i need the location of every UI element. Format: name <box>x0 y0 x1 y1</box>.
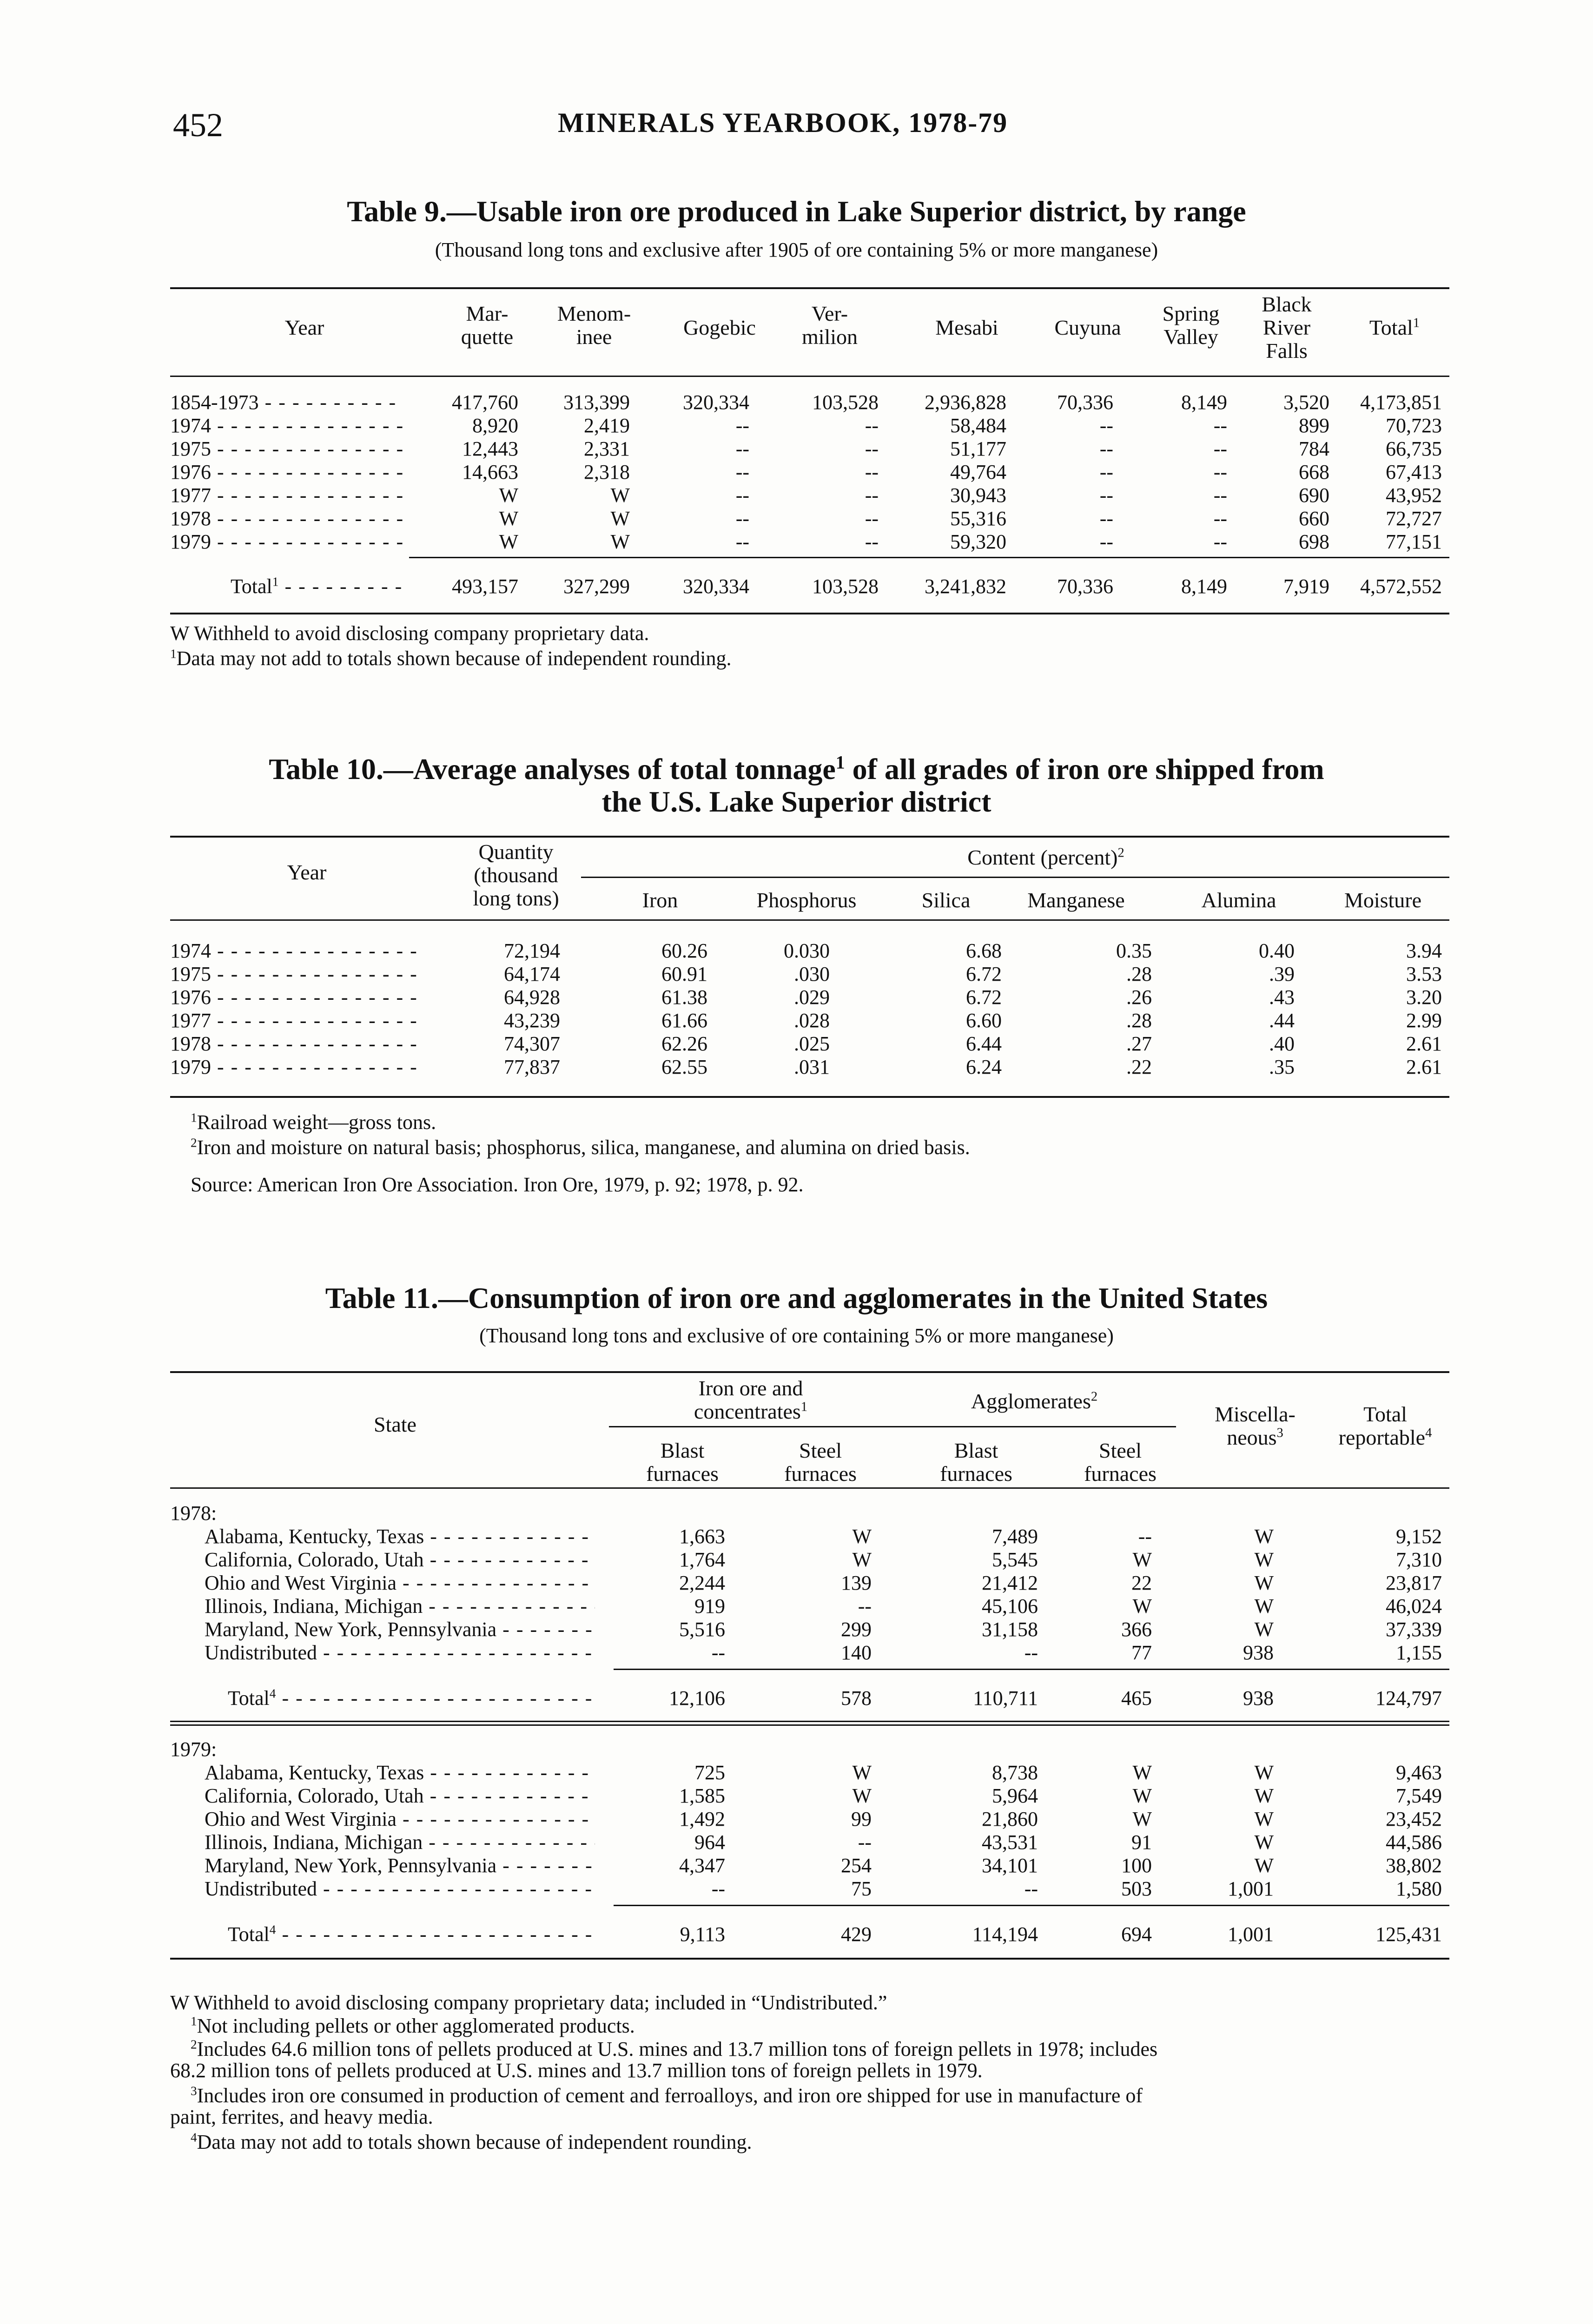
table-9-col-header: Year <box>284 316 324 339</box>
table-10-cell: 64,174 <box>504 963 560 985</box>
table-11-cell: 7,549 <box>1396 1784 1442 1807</box>
table-9-cell: 70,336 <box>1057 391 1113 414</box>
table-9-col-header: Black River Falls <box>1262 292 1312 363</box>
table-10-cell: .28 <box>1126 1009 1152 1032</box>
table-11-cell: 77 <box>1131 1641 1152 1664</box>
table-9-cell: 77,151 <box>1386 530 1442 553</box>
table-11-total-label: Total$^4$ - - - <box>228 1687 600 1710</box>
table-9-cell: 43,952 <box>1386 484 1442 507</box>
table-9-cell: 67,413 <box>1386 461 1442 483</box>
table-11-note-1: $^1$Not including pellets or other agglomerated products. <box>191 2014 635 2037</box>
table-11-cell: 38,802 <box>1386 1854 1442 1877</box>
table-11-note-2: $^2$Includes 64.6 million tons of pellets produced at U.S. mines and 13.7 million tons of foreign pellets in 1978; includes <box>191 2037 1158 2060</box>
table-11-cell: W <box>1254 1525 1274 1548</box>
table-11-note-3-cont: paint, ferrites, and heavy media. <box>170 2106 433 2128</box>
table-11-sub-col: Blast furnaces <box>646 1439 719 1486</box>
table-9-cell: -- <box>865 414 879 437</box>
table-11-cell: 91 <box>1131 1831 1152 1854</box>
table-11-total-cell: 114,194 <box>972 1923 1038 1946</box>
table-11-note-4: $^4$Data may not add to totals shown because of independent rounding. <box>191 2130 752 2153</box>
table-9-cell: W <box>499 484 518 507</box>
table-10-header-rule <box>170 919 1449 921</box>
table-9-cell: 55,316 <box>950 507 1006 530</box>
table-11-total-cell: 125,431 <box>1375 1923 1442 1946</box>
table-10-cell: 6.60 <box>966 1009 1002 1032</box>
table-11-note-w: W Withheld to avoid disclosing company proprietary data; included in “Undistributed.” <box>170 1991 887 2014</box>
table-9-cell: -- <box>1213 530 1227 553</box>
table-10-cell: 6.72 <box>966 986 1002 1009</box>
table-9-year-cell: 1979 - - - <box>170 531 403 553</box>
table-10-content-col: Iron <box>642 888 678 912</box>
table-11-cell: 99 <box>851 1808 872 1830</box>
table-11-subtitle: (Thousand long tons and exclusive of ore containing 5% or more manganese) <box>479 1324 1114 1347</box>
table-9-bottom-rule <box>170 613 1449 614</box>
table-11-cell: 139 <box>841 1571 872 1594</box>
table-10-cell: .28 <box>1126 963 1152 985</box>
table-11-cell: W <box>1254 1784 1274 1807</box>
table-9-col-header: Gogebic <box>683 316 756 339</box>
table-9-note-1: $^1$Data may not add to totals shown because of independent rounding. <box>170 647 732 670</box>
table-11-state-cell: Alabama, Kentucky, Texas - - - <box>205 1762 595 1784</box>
table-11-cell: W <box>1254 1808 1274 1830</box>
table-11-cell: 37,339 <box>1386 1618 1442 1641</box>
table-9-year-cell: 1974 - - - <box>170 415 403 437</box>
table-9-cell: 690 <box>1299 484 1329 507</box>
table-10-col-year: Year <box>287 860 327 884</box>
table-9-cell: -- <box>865 530 879 553</box>
table-11-cell: 1,663 <box>679 1525 725 1548</box>
table-9-cell: 12,443 <box>462 437 518 460</box>
table-10-cell: 0.40 <box>1259 939 1295 962</box>
table-11-cell: -- <box>858 1595 872 1618</box>
table-9-cell: 2,419 <box>584 414 630 437</box>
table-11-top-rule <box>170 1371 1449 1373</box>
table-11-cell: W <box>1132 1784 1152 1807</box>
running-title: MINERALS YEARBOOK, 1978-79 <box>558 107 1008 138</box>
table-11-cell: 299 <box>841 1618 872 1641</box>
table-9-cell: 668 <box>1299 461 1329 483</box>
table-11-cell: 1,001 <box>1228 1877 1274 1900</box>
table-9-cell: 660 <box>1299 507 1329 530</box>
table-10-cell: 60.91 <box>661 963 707 985</box>
table-9-cell: -- <box>1099 507 1113 530</box>
table-9-year-cell: 1975 - - - <box>170 438 403 460</box>
table-11-group1-rule <box>609 1426 892 1427</box>
table-9-top-rule <box>170 287 1449 289</box>
table-10-bottom-rule <box>170 1096 1449 1098</box>
table-10-col-quantity: Quantity (thousand long tons) <box>473 840 559 910</box>
table-11-total-cell: 110,711 <box>973 1687 1038 1710</box>
table-9-cell: 2,318 <box>584 461 630 483</box>
table-11-cell: 43,531 <box>982 1831 1038 1854</box>
table-10-cell: 77,837 <box>504 1056 560 1078</box>
table-11-note-3: $^3$Includes iron ore consumed in production of cement and ferroalloys, and iron ore shipped for use in manufacture of <box>191 2084 1143 2107</box>
table-9-cell: -- <box>1099 437 1113 460</box>
table-10-cell: .35 <box>1269 1056 1295 1078</box>
table-10-cell: 6.68 <box>966 939 1002 962</box>
table-10-content-col: Alumina <box>1201 888 1276 912</box>
table-10-cell: .029 <box>794 986 830 1009</box>
table-11-sum-rule <box>614 1905 1449 1906</box>
table-9-cell: -- <box>1099 530 1113 553</box>
table-11-col-misc: Miscella- neous$^3$ <box>1215 1402 1296 1449</box>
table-10-cell: 6.72 <box>966 963 1002 985</box>
table-9-cell: -- <box>865 507 879 530</box>
table-10-cell: 62.26 <box>661 1032 707 1055</box>
table-11-year-label: 1978: <box>170 1502 217 1525</box>
table-11-state-cell: Alabama, Kentucky, Texas - - - <box>205 1525 595 1548</box>
table-9-cell: 2,936,828 <box>925 391 1006 414</box>
table-10-cell: 0.35 <box>1116 939 1152 962</box>
table-11-cell: W <box>852 1761 872 1784</box>
table-9-cell: 8,920 <box>472 414 518 437</box>
table-10-content-col: Manganese <box>1027 888 1125 912</box>
table-9-cell: 103,528 <box>812 391 879 414</box>
table-11-group2-rule <box>892 1426 1176 1427</box>
table-11-cell: 1,492 <box>679 1808 725 1830</box>
table-10-cell: 74,307 <box>504 1032 560 1055</box>
table-10-content-col: Moisture <box>1344 888 1422 912</box>
table-11-cell: 1,585 <box>679 1784 725 1807</box>
table-11-cell: 4,347 <box>679 1854 725 1877</box>
table-11-cell: 7,489 <box>992 1525 1038 1548</box>
table-11-cell: W <box>1132 1808 1152 1830</box>
table-9-cell: 72,727 <box>1386 507 1442 530</box>
table-11-cell: W <box>1132 1761 1152 1784</box>
table-10-cell: .025 <box>794 1032 830 1055</box>
table-11-cell: 31,158 <box>982 1618 1038 1641</box>
table-11-cell: W <box>1254 1548 1274 1571</box>
table-9-cell: 49,764 <box>950 461 1006 483</box>
table-11-cell: 140 <box>841 1641 872 1664</box>
table-9-cell: -- <box>735 437 749 460</box>
table-9-col-header: Mar- quette <box>461 302 514 349</box>
table-11-state-cell: Illinois, Indiana, Michigan - - - <box>205 1595 595 1618</box>
table-11-cell: 5,516 <box>679 1618 725 1641</box>
table-10-cell: 3.20 <box>1406 986 1442 1009</box>
table-10-note-2: $^2$Iron and moisture on natural basis; phosphorus, silica, manganese, and alumina on dried basis. <box>191 1136 970 1159</box>
table-9-cell: W <box>610 484 630 507</box>
table-11-cell: 7,310 <box>1396 1548 1442 1571</box>
table-11-cell: 22 <box>1131 1571 1152 1594</box>
table-11-cell: 2,244 <box>679 1571 725 1594</box>
table-10-cell: 3.53 <box>1406 963 1442 985</box>
table-11-cell: W <box>1254 1831 1274 1854</box>
table-10-cell: 43,239 <box>504 1009 560 1032</box>
table-11-total-cell: 694 <box>1121 1923 1152 1946</box>
table-11-block-rule <box>170 1721 1449 1722</box>
table-9-col-header: Mesabi <box>935 316 998 339</box>
table-9-total-label: Total$^1$ - - - <box>231 575 407 598</box>
table-11-cell: -- <box>1024 1641 1038 1664</box>
table-9-cell: 66,735 <box>1386 437 1442 460</box>
table-9-col-header: Total$^1$ <box>1369 316 1420 339</box>
table-9-cell: 320,334 <box>683 391 749 414</box>
table-9-cell: -- <box>1213 484 1227 507</box>
table-11-total-cell: 578 <box>841 1687 872 1710</box>
table-10-cell: 6.24 <box>966 1056 1002 1078</box>
table-9-cell: -- <box>1099 461 1113 483</box>
table-11-cell: 21,412 <box>982 1571 1038 1594</box>
table-11-cell: 46,024 <box>1386 1595 1442 1618</box>
table-9-total-cell: 7,919 <box>1283 575 1329 598</box>
table-9-cell: 3,520 <box>1283 391 1329 414</box>
table-9-title: Table 9.—Usable iron ore produced in Lake Superior district, by range <box>347 195 1246 228</box>
table-11-cell: W <box>852 1784 872 1807</box>
table-11-cell: 5,964 <box>992 1784 1038 1807</box>
table-10-cell: .26 <box>1126 986 1152 1009</box>
table-9-cell: -- <box>1099 484 1113 507</box>
table-9-year-cell: 1978 - - - <box>170 508 403 530</box>
table-11-total-cell: 429 <box>841 1923 872 1946</box>
table-9-cell: 417,760 <box>452 391 518 414</box>
table-10-cell: 2.99 <box>1406 1009 1442 1032</box>
table-11-title: Table 11.—Consumption of iron ore and agglomerates in the United States <box>325 1281 1268 1314</box>
table-10-cell: 0.030 <box>784 939 830 962</box>
table-11-cell: 100 <box>1121 1854 1152 1877</box>
table-10-note-1: $^1$Railroad weight—gross tons. <box>191 1110 436 1134</box>
table-11-total-cell: 12,106 <box>669 1687 725 1710</box>
table-9-cell: -- <box>735 507 749 530</box>
table-11-cell: 964 <box>694 1831 725 1854</box>
table-9-cell: -- <box>735 414 749 437</box>
table-11-year-label: 1979: <box>170 1738 217 1761</box>
table-11-total-cell: 938 <box>1243 1687 1274 1710</box>
table-10-cell: 60.26 <box>661 939 707 962</box>
table-11-header-rule <box>170 1487 1449 1489</box>
page-number: 452 <box>173 106 223 144</box>
table-9-header-rule <box>170 376 1449 377</box>
table-9-total-cell: 3,241,832 <box>925 575 1006 598</box>
table-9-cell: -- <box>865 484 879 507</box>
table-11-cell: -- <box>858 1831 872 1854</box>
table-11-state-cell: Undistributed - - - <box>205 1878 595 1900</box>
table-9-col-header: Menom- inee <box>557 302 631 349</box>
table-9-cell: -- <box>735 484 749 507</box>
table-11-sub-col: Blast furnaces <box>940 1439 1012 1486</box>
table-11-cell: W <box>1254 1571 1274 1594</box>
table-11-total-label: Total$^4$ - - - <box>228 1923 600 1946</box>
table-9-cell: W <box>610 507 630 530</box>
table-11-cell: -- <box>711 1877 725 1900</box>
table-9-total-cell: 103,528 <box>812 575 879 598</box>
table-11-cell: 75 <box>851 1877 872 1900</box>
table-11-total-cell: 9,113 <box>680 1923 725 1946</box>
table-10-year-cell: 1979 - - - <box>170 1056 416 1078</box>
table-9-cell: -- <box>865 461 879 483</box>
table-11-cell: 938 <box>1243 1641 1274 1664</box>
table-11-state-cell: Maryland, New York, Pennsylvania - - - <box>205 1618 595 1641</box>
table-11-cell: 1,580 <box>1396 1877 1442 1900</box>
table-9-cell: -- <box>1213 414 1227 437</box>
table-11-sub-col: Steel furnaces <box>784 1439 857 1486</box>
table-11-state-cell: Ohio and West Virginia - - - <box>205 1572 595 1594</box>
table-9-cell: 2,331 <box>584 437 630 460</box>
table-11-cell: W <box>852 1548 872 1571</box>
table-9-cell: -- <box>1213 437 1227 460</box>
table-9-cell: -- <box>735 461 749 483</box>
table-11-state-cell: Undistributed - - - <box>205 1642 595 1664</box>
table-10-cell: .27 <box>1126 1032 1152 1055</box>
table-9-cell: -- <box>865 437 879 460</box>
table-10-cell: .43 <box>1269 986 1295 1009</box>
table-11-cell: W <box>1132 1595 1152 1618</box>
table-11-cell: 23,817 <box>1386 1571 1442 1594</box>
table-10-source: Source: American Iron Ore Association. Iron Ore, 1979, p. 92; 1978, p. 92. <box>191 1173 804 1196</box>
table-9-year-cell: 1976 - - - <box>170 461 403 483</box>
table-9-total-cell: 70,336 <box>1057 575 1113 598</box>
table-10-cell: .030 <box>794 963 830 985</box>
table-11-state-cell: California, Colorado, Utah - - - <box>205 1549 595 1571</box>
table-9-cell: W <box>499 530 518 553</box>
table-9-cell: -- <box>1213 507 1227 530</box>
table-11-cell: W <box>1254 1595 1274 1618</box>
table-10-cell: 2.61 <box>1406 1056 1442 1078</box>
table-10-cell: .031 <box>794 1056 830 1078</box>
table-10-year-cell: 1975 - - - <box>170 963 416 985</box>
table-9-cell: 51,177 <box>950 437 1006 460</box>
table-10-cell: .44 <box>1269 1009 1295 1032</box>
table-10-cell: 61.38 <box>661 986 707 1009</box>
table-9-col-header: Spring Valley <box>1162 302 1220 349</box>
table-11-state-cell: Illinois, Indiana, Michigan - - - <box>205 1831 595 1854</box>
table-9-cell: 313,399 <box>563 391 630 414</box>
table-9-cell: 58,484 <box>950 414 1006 437</box>
table-9-cell: 899 <box>1299 414 1329 437</box>
table-11-cell: 9,463 <box>1396 1761 1442 1784</box>
table-11-note-2-cont: 68.2 million tons of pellets produced at U.S. mines and 13.7 million tons of foreign pellets in 1979. <box>170 2059 983 2082</box>
table-10-content-col: Silica <box>921 888 971 912</box>
table-11-cell: W <box>1254 1854 1274 1877</box>
table-11-bottom-rule <box>170 1958 1449 1960</box>
table-11-cell: 44,586 <box>1386 1831 1442 1854</box>
table-11-cell: 9,152 <box>1396 1525 1442 1548</box>
table-11-cell: 34,101 <box>982 1854 1038 1877</box>
table-9-col-header: Cuyuna <box>1054 316 1121 339</box>
table-11-total-cell: 1,001 <box>1228 1923 1274 1946</box>
table-9-sum-rule <box>409 557 1449 558</box>
table-11-cell: W <box>1132 1548 1152 1571</box>
table-10-year-cell: 1978 - - - <box>170 1033 416 1055</box>
table-10-cell: 62.55 <box>661 1056 707 1078</box>
table-9-cell: 698 <box>1299 530 1329 553</box>
table-9-year-cell: 1977 - - - <box>170 484 403 507</box>
table-10-cell: 6.44 <box>966 1032 1002 1055</box>
table-11-total-cell: 465 <box>1121 1687 1152 1710</box>
table-11-total-cell: 124,797 <box>1375 1687 1442 1710</box>
table-11-cell: W <box>852 1525 872 1548</box>
table-11-sum-rule <box>614 1669 1449 1670</box>
table-10-year-cell: 1976 - - - <box>170 986 416 1009</box>
table-9-cell: W <box>499 507 518 530</box>
table-9-total-cell: 320,334 <box>683 575 749 598</box>
table-9-cell: -- <box>735 530 749 553</box>
table-9-cell: 70,723 <box>1386 414 1442 437</box>
table-11-state-cell: Maryland, New York, Pennsylvania - - - <box>205 1855 595 1877</box>
table-9-year-cell: 1854-1973 - - - <box>170 391 403 414</box>
table-9-cell: 30,943 <box>950 484 1006 507</box>
table-11-cell: 503 <box>1121 1877 1152 1900</box>
table-10-cell: 3.94 <box>1406 939 1442 962</box>
table-11-cell: 45,106 <box>982 1595 1038 1618</box>
table-11-cell: -- <box>711 1641 725 1664</box>
table-10-cell: 72,194 <box>504 939 560 962</box>
table-10-cell: 64,928 <box>504 986 560 1009</box>
table-10-cell: .39 <box>1269 963 1295 985</box>
table-10-content-header: Content (percent)$^2$ <box>967 845 1124 869</box>
table-9-total-cell: 8,149 <box>1181 575 1227 598</box>
table-10-year-cell: 1977 - - - <box>170 1010 416 1032</box>
table-11-cell: W <box>1254 1761 1274 1784</box>
table-10-title-line-1: Table 10.—Average analyses of total tonnage$^1$ of all grades of iron ore shipped from <box>269 752 1324 786</box>
table-9-total-cell: 327,299 <box>563 575 630 598</box>
table-10-content-col: Phosphorus <box>756 888 857 912</box>
table-10-cell: .40 <box>1269 1032 1295 1055</box>
table-11-cell: 21,860 <box>982 1808 1038 1830</box>
table-9-cell: 59,320 <box>950 530 1006 553</box>
table-11-cell: 8,738 <box>992 1761 1038 1784</box>
table-9-cell: 4,173,851 <box>1360 391 1442 414</box>
table-11-sub-col: Steel furnaces <box>1084 1439 1157 1486</box>
table-11-cell: -- <box>1024 1877 1038 1900</box>
table-11-group-agglomerates: Agglomerates$^2$ <box>971 1389 1098 1413</box>
table-10-title-line-2: the U.S. Lake Superior district <box>602 785 991 818</box>
table-10-content-rule <box>581 877 1449 878</box>
table-11-cell: 725 <box>694 1761 725 1784</box>
table-9-cell: 8,149 <box>1181 391 1227 414</box>
table-11-col-state: State <box>374 1413 416 1436</box>
table-10-cell: 61.66 <box>661 1009 707 1032</box>
table-10-cell: .028 <box>794 1009 830 1032</box>
table-9-cell: 784 <box>1299 437 1329 460</box>
table-10-top-rule <box>170 836 1449 838</box>
table-11-col-total: Total reportable$^4$ <box>1338 1402 1432 1449</box>
table-11-cell: 1,764 <box>679 1548 725 1571</box>
table-9-total-cell: 493,157 <box>452 575 518 598</box>
table-11-block-rule <box>170 1724 1449 1726</box>
table-9-cell: -- <box>1099 414 1113 437</box>
table-11-group-iron: Iron ore and concentrates$^1$ <box>694 1376 808 1423</box>
table-9-col-header: Ver- milion <box>801 302 858 349</box>
table-11-state-cell: California, Colorado, Utah - - - <box>205 1785 595 1807</box>
table-9-cell: -- <box>1213 461 1227 483</box>
table-11-cell: 366 <box>1121 1618 1152 1641</box>
table-9-note-w: W Withheld to avoid disclosing company proprietary data. <box>170 622 649 645</box>
table-11-cell: 919 <box>694 1595 725 1618</box>
table-9-cell: 14,663 <box>462 461 518 483</box>
table-11-cell: 23,452 <box>1386 1808 1442 1830</box>
table-10-year-cell: 1974 - - - <box>170 940 416 962</box>
table-11-cell: W <box>1254 1618 1274 1641</box>
table-11-cell: 254 <box>841 1854 872 1877</box>
table-9-subtitle: (Thousand long tons and exclusive after 1905 of ore containing 5% or more manganese) <box>435 238 1158 261</box>
table-9-cell: W <box>610 530 630 553</box>
table-9-total-cell: 4,572,552 <box>1360 575 1442 598</box>
table-11-state-cell: Ohio and West Virginia - - - <box>205 1808 595 1830</box>
table-11-cell: -- <box>1138 1525 1152 1548</box>
table-11-cell: 1,155 <box>1396 1641 1442 1664</box>
table-11-cell: 5,545 <box>992 1548 1038 1571</box>
table-10-cell: 2.61 <box>1406 1032 1442 1055</box>
table-10-cell: .22 <box>1126 1056 1152 1078</box>
